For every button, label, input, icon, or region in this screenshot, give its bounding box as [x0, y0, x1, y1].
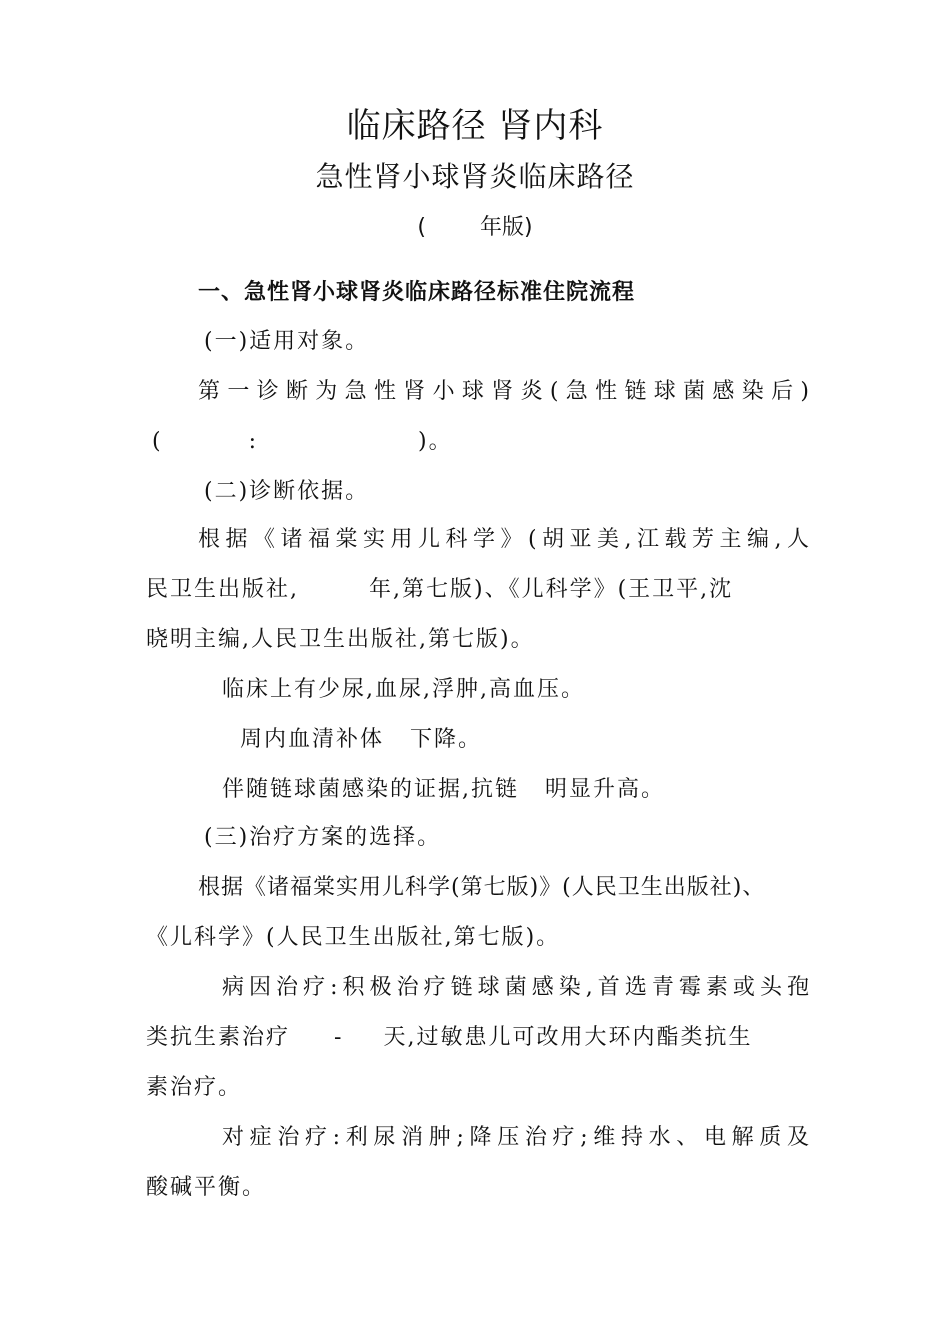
sub2-heading: (二)诊断依据。 — [204, 479, 370, 504]
sub3-heading: (三)治疗方案的选择。 — [204, 825, 442, 850]
sub3-para-line2: 《儿科学》(人民卫生出版社,第七版)。 — [146, 925, 561, 950]
edition-open: ( — [417, 215, 426, 240]
sub2-item2b: 下降。 — [410, 727, 483, 752]
section1-heading: 一、急性肾小球肾炎临床路径标准住院流程 — [198, 280, 636, 305]
sub2-para-line2b: 年,第七版)、《儿科学》(王卫平,沈 — [369, 577, 734, 602]
sub3-item1-line2c: 天,过敏患儿可改用大环内酯类抗生 — [383, 1025, 753, 1050]
sub1-line2-colon: : — [248, 429, 259, 454]
sub3-item1-line1: 病因治疗:积极治疗链球菌感染,首选青霉素或头孢 — [222, 975, 811, 1000]
document-title: 临床路径 肾内科 — [346, 106, 604, 146]
document-subtitle: 急性肾小球肾炎临床路径 — [315, 160, 635, 193]
sub3-para-line1: 根据《诸福棠实用儿科学(第七版)》(人民卫生出版社)、 — [198, 875, 766, 900]
sub2-item3a: 伴随链球菌感染的证据,抗链 — [222, 777, 519, 802]
sub2-para-line2a: 民卫生出版社, — [146, 577, 299, 602]
sub2-para-line2 — [146, 575, 733, 605]
sub2-item1: 临床上有少尿,血尿,浮肿,高血压。 — [222, 677, 585, 702]
sub1-line1: 第一诊断为急性肾小球肾炎(急性链球菌感染后) — [198, 379, 811, 404]
sub1-line2 — [152, 427, 453, 457]
sub2-para-line3: 晓明主编,人民卫生出版社,第七版)。 — [146, 627, 535, 652]
sub2-item3b: 明显升高。 — [545, 777, 666, 802]
sub2-item2 — [240, 725, 482, 755]
sub3-item1-line2 — [146, 1023, 752, 1053]
sub1-line2-open: ( — [152, 429, 163, 454]
sub2-item3 — [222, 775, 665, 805]
sub1-line2-close: )。 — [418, 429, 453, 454]
edition-line — [0, 210, 950, 241]
sub3-item2-line2: 酸碱平衡。 — [146, 1175, 267, 1200]
sub3-item2-line1: 对症治疗:利尿消肿;降压治疗;维持水、电解质及 — [222, 1125, 811, 1150]
sub2-item2a: 周内血清补体 — [240, 727, 385, 752]
sub1-heading: (一)适用对象。 — [204, 329, 370, 354]
sub2-para-line1: 根据《诸福棠实用儿科学》(胡亚美,江载芳主编,人 — [198, 527, 811, 552]
edition-close: 年版) — [480, 215, 533, 240]
sub3-item1-line2b: - — [334, 1025, 344, 1050]
sub3-item1-line2a: 类抗生素治疗 — [146, 1025, 291, 1050]
sub3-item1-line3: 素治疗。 — [146, 1075, 243, 1100]
